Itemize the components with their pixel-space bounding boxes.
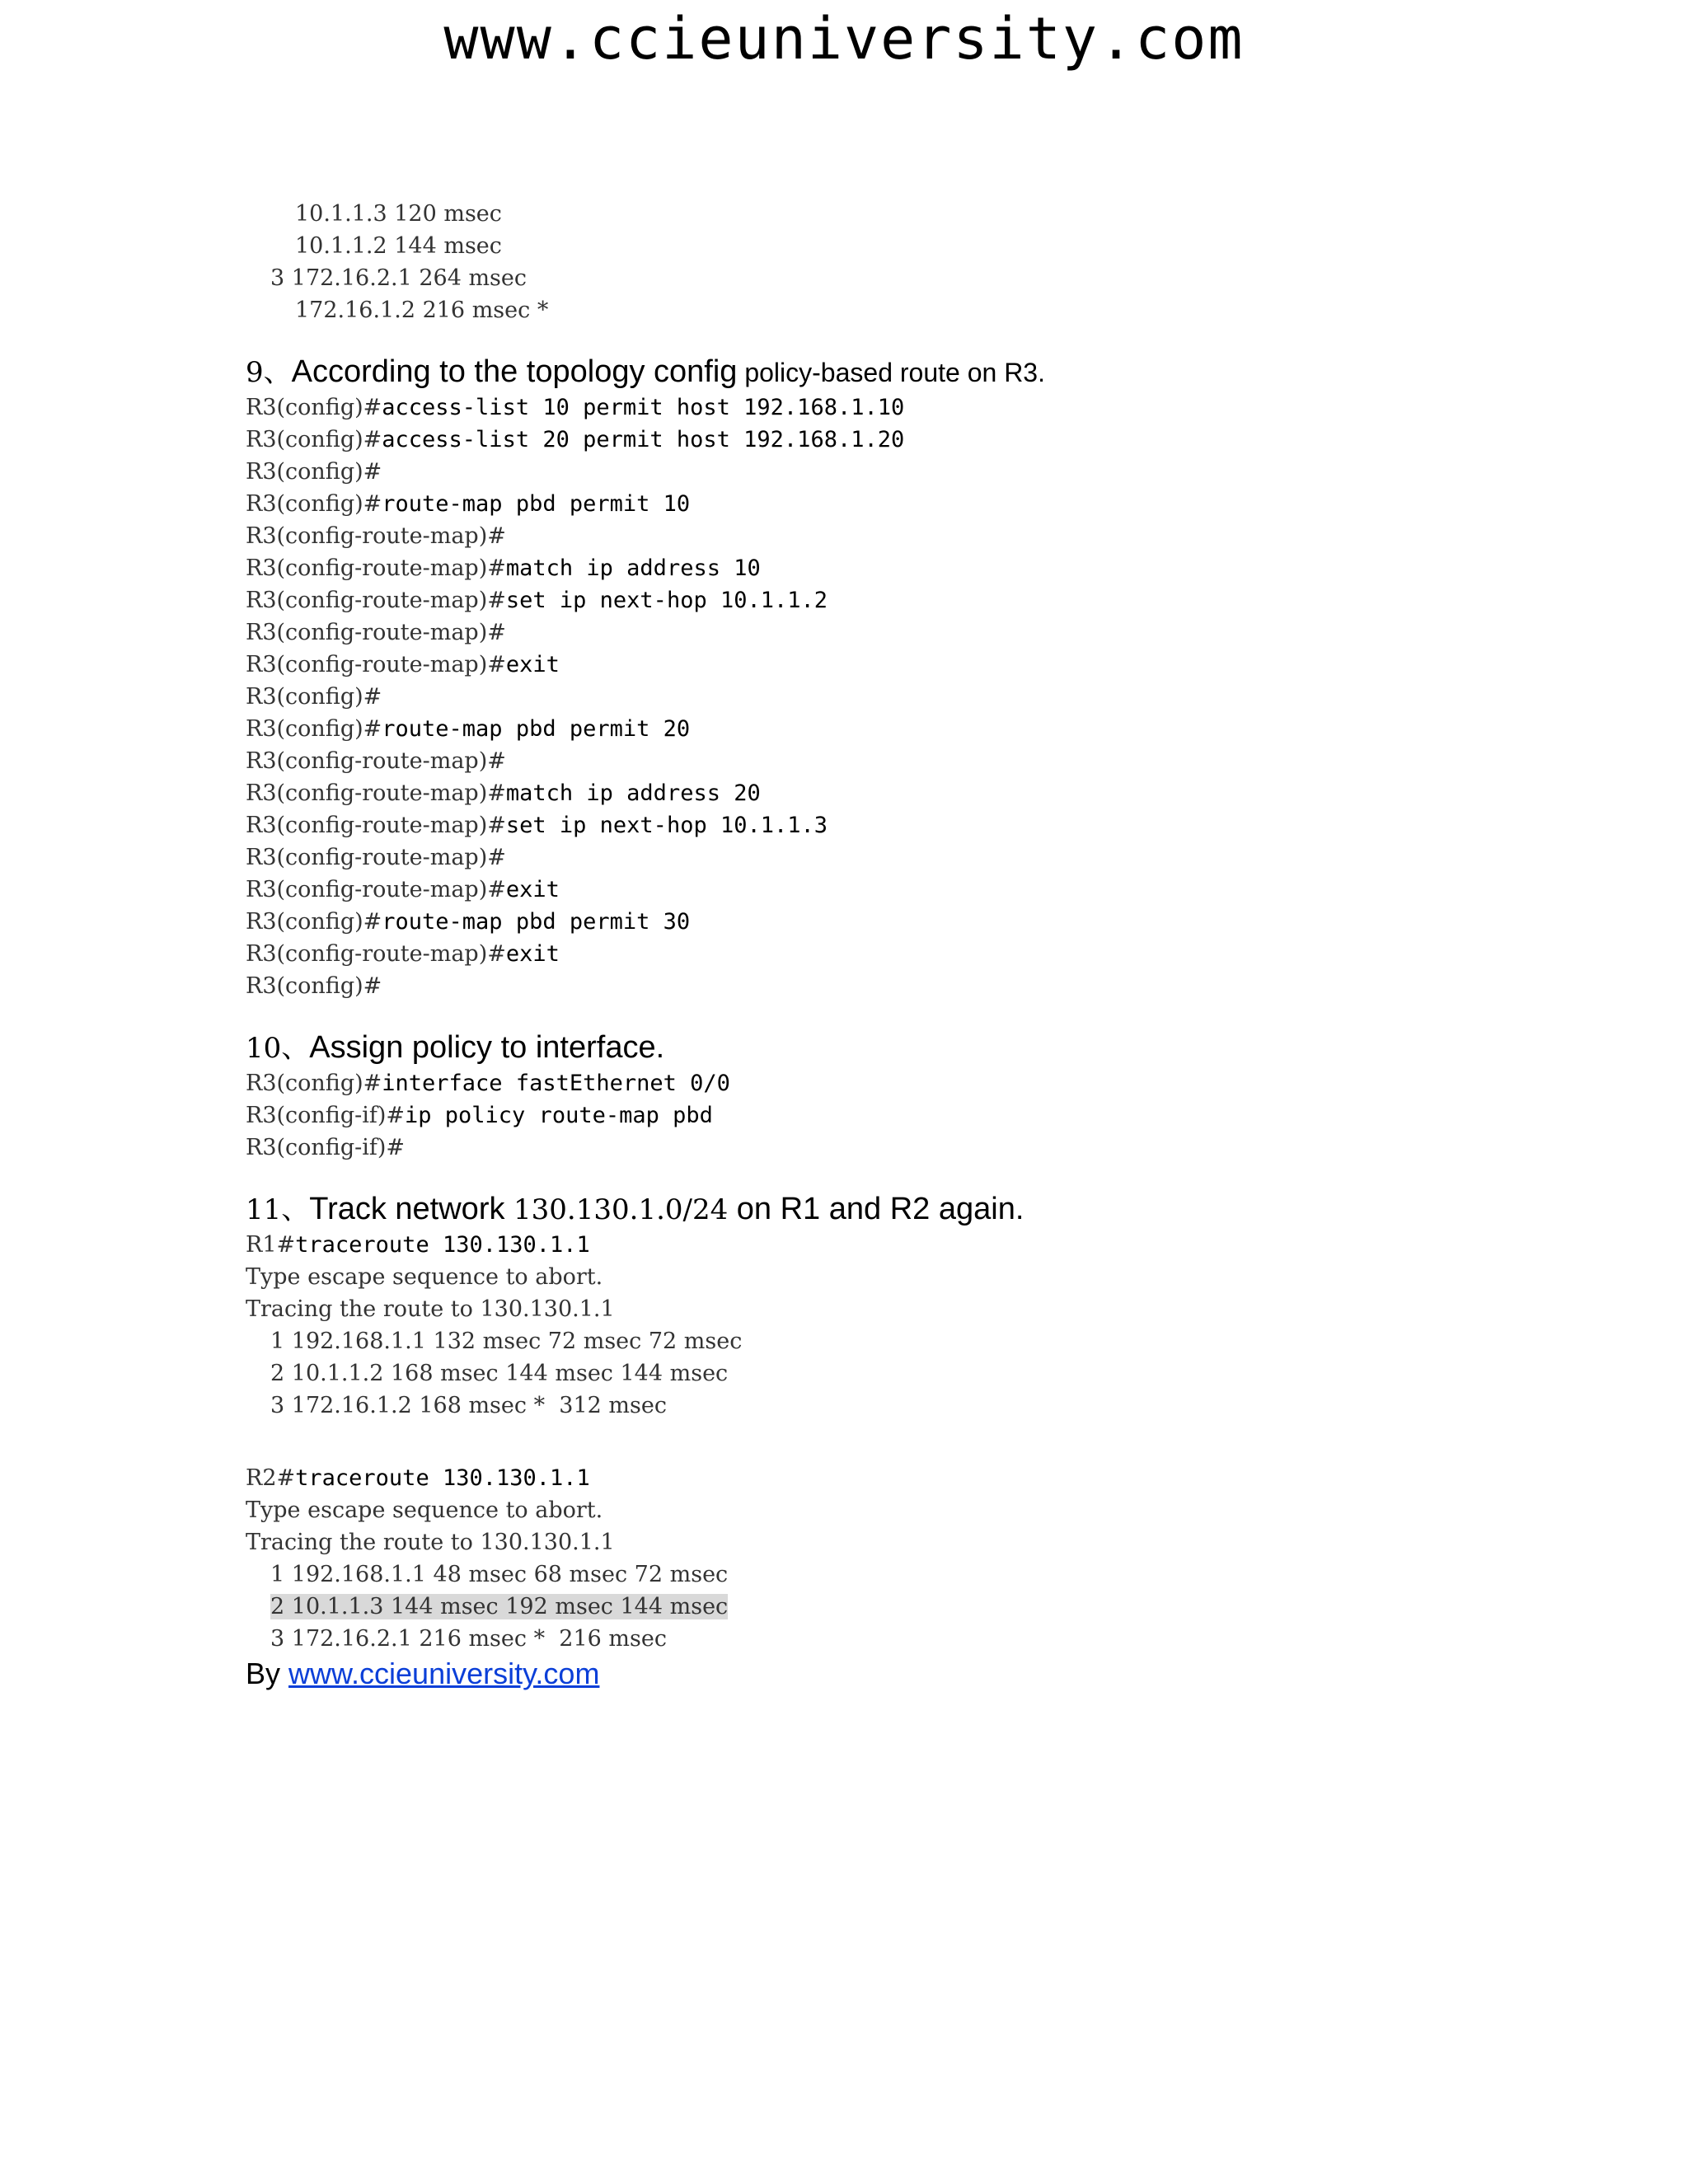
config-line: R3(config)# bbox=[246, 973, 382, 999]
trace-line: Tracing the route to 130.130.1.1 bbox=[246, 1530, 615, 1555]
config-line: R3(config-route-map)# bbox=[246, 845, 506, 870]
trace-line: 10.1.1.2 144 msec bbox=[295, 233, 502, 259]
section-title: Assign policy to interface. bbox=[309, 1030, 665, 1065]
config-line: R3(config-if)# bbox=[246, 1135, 406, 1160]
section-9-heading bbox=[246, 352, 1647, 391]
section-10-config bbox=[246, 1067, 1647, 1164]
highlight: 2 10.1.1.3 144 msec 192 msec 144 msec bbox=[270, 1594, 729, 1619]
top-trace-block bbox=[246, 198, 1647, 326]
command-line: R1#traceroute 130.130.1.1 bbox=[246, 1232, 590, 1258]
section-number: 10、 bbox=[246, 1032, 310, 1065]
section-number: 11、 bbox=[246, 1193, 310, 1226]
config-line: R3(config-route-map)#exit bbox=[246, 652, 560, 677]
config-line: R3(config-route-map)#exit bbox=[246, 941, 560, 967]
r2-traceroute-block bbox=[246, 1462, 1647, 1655]
section-11-heading: 11、Track network 130.130.1.0/24 on R1 and R2 again. bbox=[246, 1192, 1025, 1226]
trace-line: Type escape sequence to abort. bbox=[246, 1497, 603, 1523]
config-line: R3(config-route-map)#match ip address 20 bbox=[246, 780, 761, 806]
config-line: R3(config)#interface fastEthernet 0/0 bbox=[246, 1071, 730, 1096]
trace-line: 10.1.1.3 120 msec bbox=[295, 201, 502, 227]
footer-link[interactable]: www.ccieuniversity.com bbox=[288, 1657, 600, 1690]
config-line: R3(config-route-map)# bbox=[246, 748, 506, 774]
section-number: 9、 bbox=[246, 356, 292, 389]
trace-line: Type escape sequence to abort. bbox=[246, 1264, 603, 1290]
r1-traceroute-block bbox=[246, 1229, 1647, 1422]
config-line: R3(config)# bbox=[246, 684, 382, 710]
section-10-heading bbox=[246, 1028, 1647, 1067]
config-line: R3(config-route-map)# bbox=[246, 620, 506, 645]
network-address: 130.130.1.0/24 bbox=[513, 1193, 729, 1226]
config-line: R3(config-route-map)#set ip next-hop 10.1.1.2 bbox=[246, 588, 828, 613]
config-line: R3(config-route-map)# bbox=[246, 523, 506, 549]
footer-credit: By www.ccieuniversity.com bbox=[246, 1657, 600, 1690]
config-line: R3(config)# bbox=[246, 459, 382, 485]
section-title: According to the topology config bbox=[291, 354, 738, 389]
header-watermark: www.ccieuniversity.com bbox=[443, 5, 1245, 73]
trace-line: 1 192.168.1.1 132 msec 72 msec 72 msec bbox=[270, 1329, 743, 1354]
document-body bbox=[246, 198, 1647, 1693]
trace-line: Tracing the route to 130.130.1.1 bbox=[246, 1296, 615, 1322]
config-line: R3(config)#route-map pbd permit 30 bbox=[246, 909, 691, 935]
trace-line-highlighted bbox=[246, 1591, 1647, 1623]
trace-line: 3 172.16.2.1 216 msec * 216 msec bbox=[270, 1626, 667, 1652]
trace-line: 3 172.16.2.1 264 msec bbox=[270, 265, 528, 291]
config-line: R3(config-if)#ip policy route-map pbd bbox=[246, 1103, 713, 1128]
section-title-small: policy-based route on R3. bbox=[737, 358, 1045, 387]
config-line: R3(config)#access-list 10 permit host 192.168.1.10 bbox=[246, 395, 905, 420]
config-line: R3(config-route-map)#set ip next-hop 10.1.1.3 bbox=[246, 813, 828, 838]
trace-line: 2 10.1.1.2 168 msec 144 msec 144 msec bbox=[270, 1361, 729, 1386]
trace-line: 172.16.1.2 216 msec * bbox=[295, 298, 549, 323]
trace-line: 1 192.168.1.1 48 msec 68 msec 72 msec bbox=[270, 1562, 729, 1587]
config-line: R3(config)#route-map pbd permit 10 bbox=[246, 491, 691, 517]
config-line: R3(config-route-map)#match ip address 10 bbox=[246, 555, 761, 581]
config-line: R3(config)#route-map pbd permit 20 bbox=[246, 716, 691, 742]
trace-line: 3 172.16.1.2 168 msec * 312 msec bbox=[270, 1393, 667, 1418]
config-line: R3(config-route-map)#exit bbox=[246, 877, 560, 902]
section-9-config bbox=[246, 391, 1647, 1002]
command-line: R2#traceroute 130.130.1.1 bbox=[246, 1465, 590, 1491]
config-line: R3(config)#access-list 20 permit host 192.168.1.20 bbox=[246, 427, 905, 452]
